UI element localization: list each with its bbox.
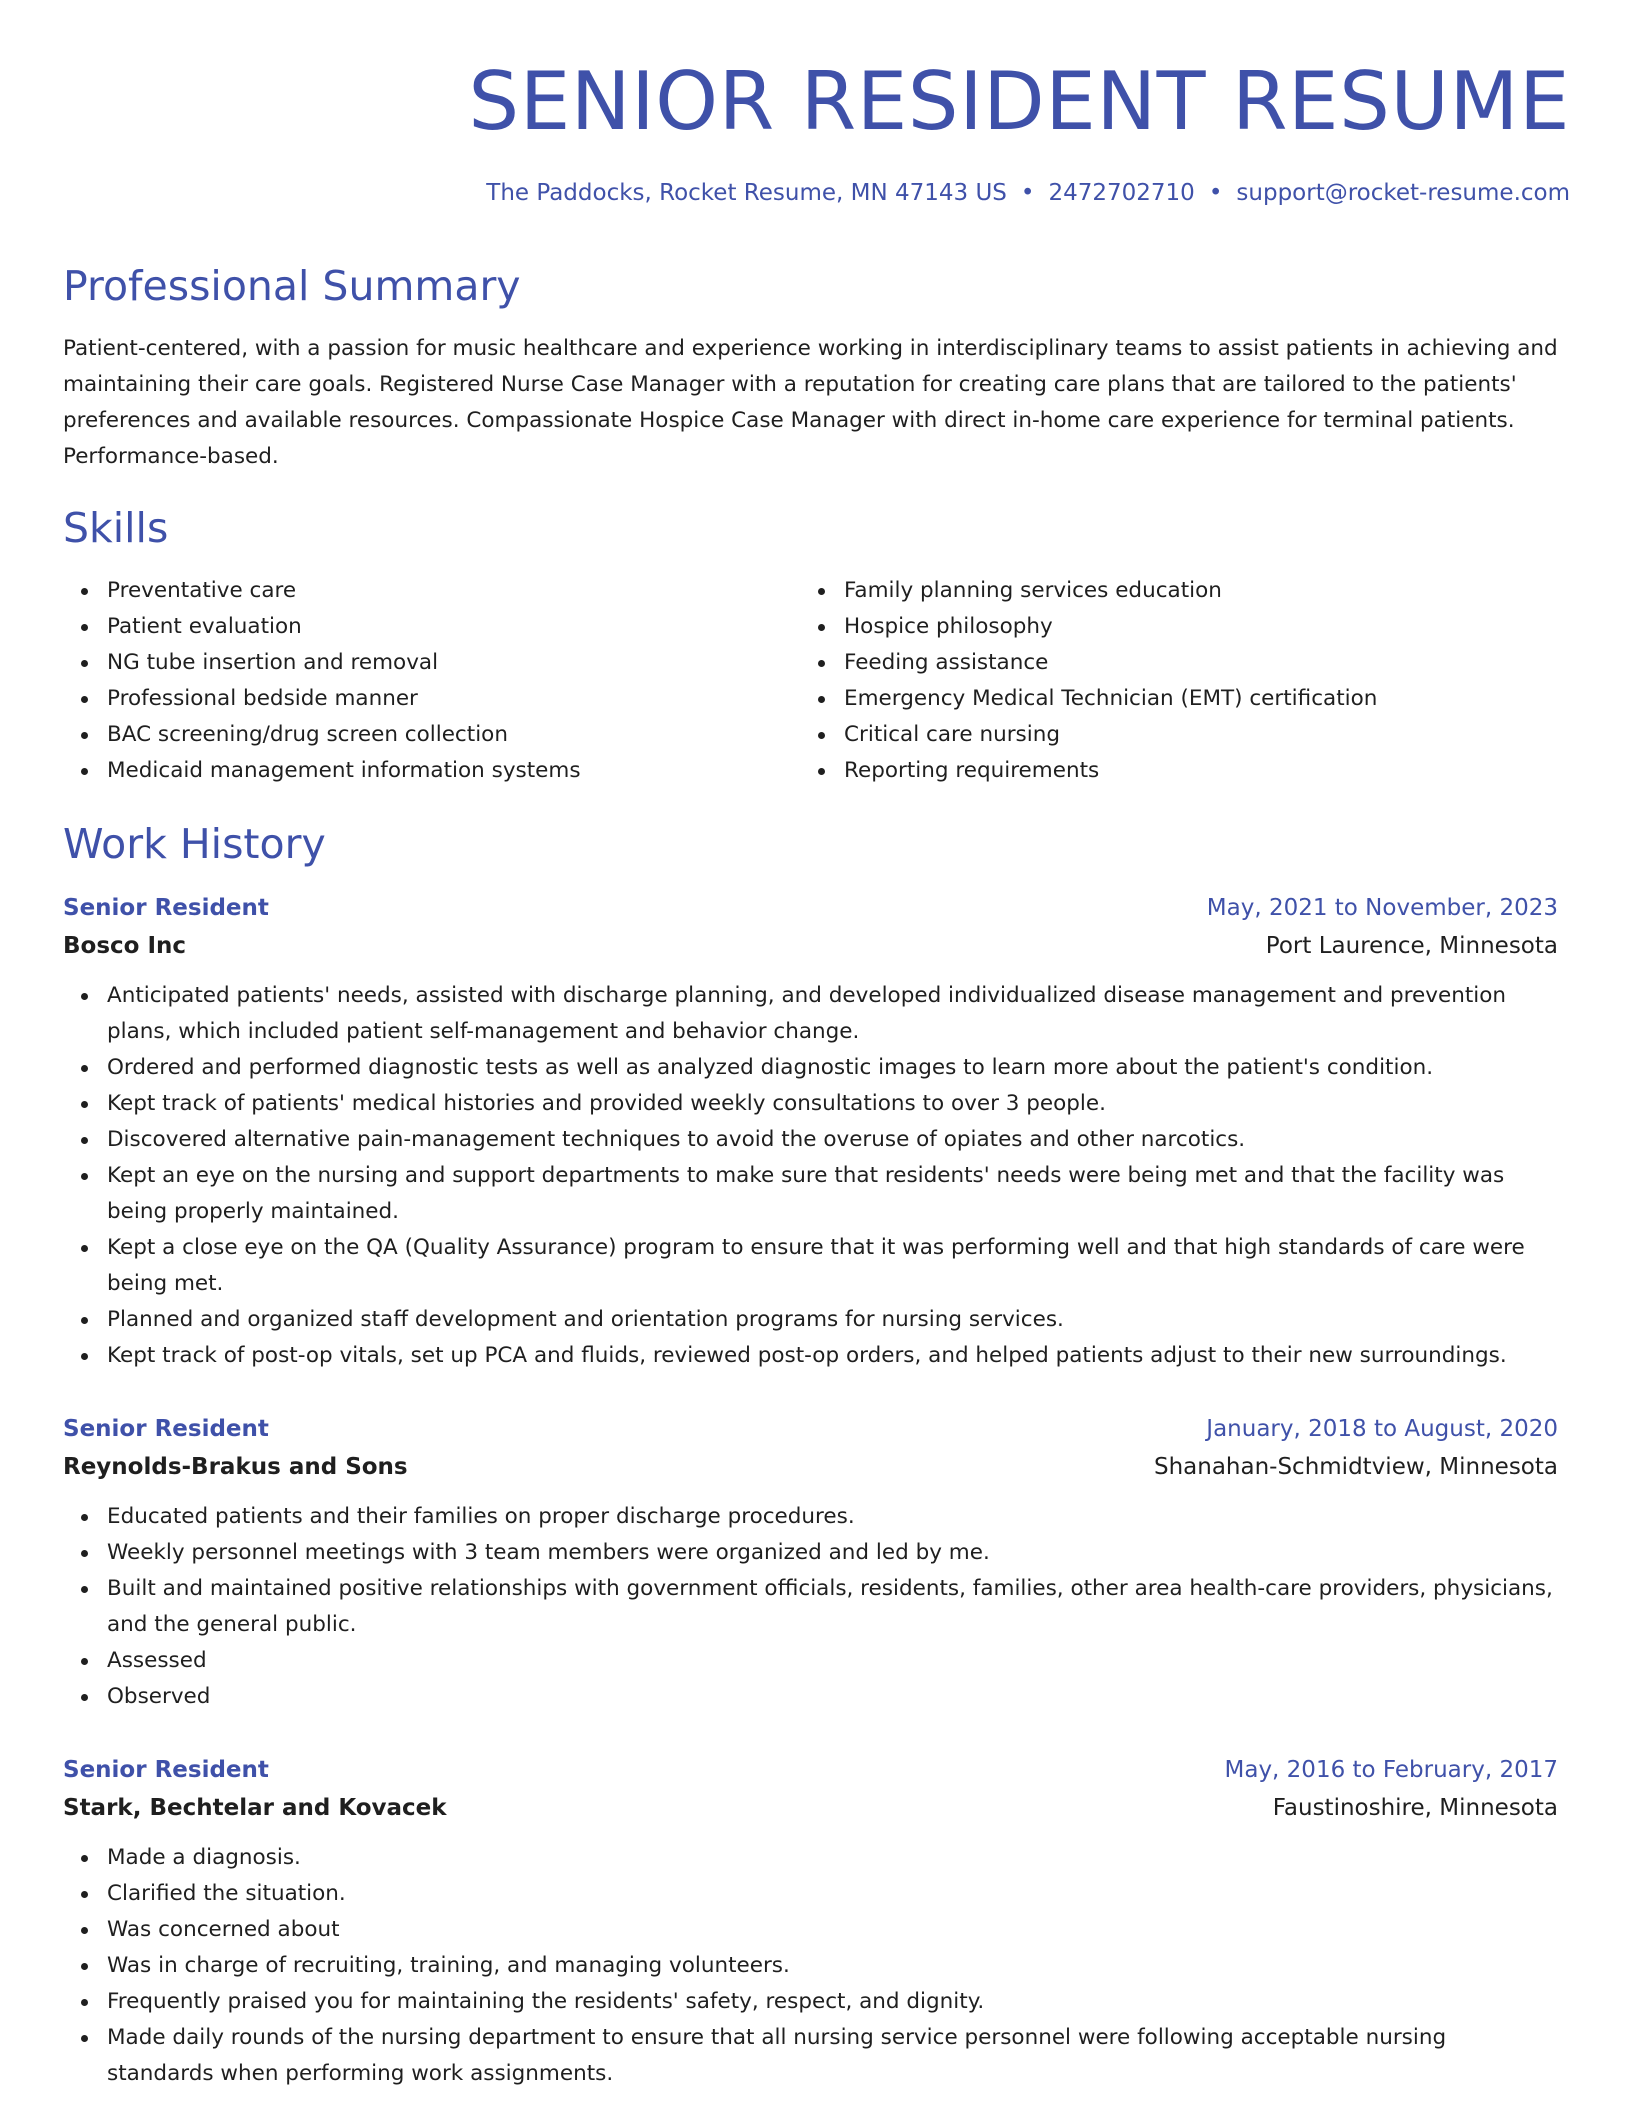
- skill-item: BAC screening/drug screen collection: [63, 717, 763, 753]
- job-company: Stark, Bechtelar and Kovacek: [63, 1795, 447, 1821]
- job-bullet-item: Made daily rounds of the nursing department to ensure that all nursing service personnel were following acceptable nursing standards when performing work assignments.: [63, 2020, 1558, 2092]
- skill-item: Medicaid management information systems: [63, 753, 763, 789]
- job-location: Faustinoshire, Minnesota: [1272, 1795, 1558, 1821]
- job-bullet-item: Kept track of patients' medical histories and provided weekly consultations to over 3 people.: [63, 1086, 1558, 1122]
- job-bullet-item: Built and maintained positive relationships with government officials, residents, families, other area health-care providers, physicians, and the general public.: [63, 1571, 1558, 1643]
- job-title: Senior Resident: [63, 1757, 269, 1783]
- job-bullet-item: Kept an eye on the nursing and support departments to make sure that residents' needs were being met and that the facility was being properly maintained.: [63, 1158, 1558, 1230]
- skills-list-right: [800, 573, 1500, 789]
- skill-item: Emergency Medical Technician (EMT) certification: [800, 681, 1500, 717]
- skill-item: Feeding assistance: [800, 645, 1500, 681]
- job-entry: [63, 1752, 1558, 2092]
- job-dates: January, 2018 to August, 2020: [1206, 1416, 1558, 1442]
- job-title: Senior Resident: [63, 895, 269, 921]
- skill-item: NG tube insertion and removal: [63, 645, 763, 681]
- job-bullet-item: Clarified the situation.: [63, 1876, 1558, 1912]
- job-bullet-item: Observed: [63, 1679, 1558, 1715]
- job-dates: May, 2016 to February, 2017: [1224, 1757, 1558, 1783]
- skill-item: Patient evaluation: [63, 609, 763, 645]
- job-bullet-item: Anticipated patients' needs, assisted with discharge planning, and developed individualized disease management and prevention plans, which included patient self-management and behavior change.: [63, 978, 1558, 1050]
- skills-left-column: [63, 573, 763, 789]
- skill-item: Professional bedside manner: [63, 681, 763, 717]
- job-bullets: [63, 1840, 1558, 2092]
- job-entry: [63, 1411, 1558, 1715]
- skill-item: Family planning services education: [800, 573, 1500, 609]
- resume-title: SENIOR RESIDENT RESUME: [468, 55, 1570, 148]
- job-bullet-item: Made a diagnosis.: [63, 1840, 1558, 1876]
- job-bullet-item: Was concerned about: [63, 1912, 1558, 1948]
- skill-item: Reporting requirements: [800, 753, 1500, 789]
- contact-phone: 2472702710: [1048, 180, 1195, 206]
- job-bullet-item: Was in charge of recruiting, training, and managing volunteers.: [63, 1948, 1558, 1984]
- skills-list-left: [63, 573, 763, 789]
- job-bullet-item: Kept track of post-op vitals, set up PCA and fluids, reviewed post-op orders, and helped patients adjust to their new surroundings.: [63, 1338, 1558, 1374]
- job-bullet-item: Assessed: [63, 1643, 1558, 1679]
- contact-email: support@rocket-resume.com: [1236, 180, 1570, 206]
- skill-item: Hospice philosophy: [800, 609, 1500, 645]
- skills-right-column: [800, 573, 1500, 789]
- job-bullet-item: Kept a close eye on the QA (Quality Assurance) program to ensure that it was performing well and that high standards of care were being met.: [63, 1230, 1558, 1302]
- job-bullet-item: Discovered alternative pain-management techniques to avoid the overuse of opiates and other narcotics.: [63, 1122, 1558, 1158]
- contact-address: The Paddocks, Rocket Resume, MN 47143 US: [486, 180, 1007, 206]
- work-heading: Work History: [63, 820, 326, 868]
- job-location: Port Laurence, Minnesota: [1265, 933, 1558, 959]
- summary-text: Patient-centered, with a passion for music healthcare and experience working in interdisciplinary teams to assist patients in achieving and maintaining their care goals. Registered Nurse Case Manager with a reputation for creating care plans that are tailored to the patients' preferences and available resources. Compassionate Hospice Case Manager with direct in-home care experience for terminal patients. Performance-based.: [63, 336, 1558, 469]
- job-bullets: [63, 1499, 1558, 1715]
- job-company: Bosco Inc: [63, 933, 187, 959]
- summary-heading: Professional Summary: [63, 262, 521, 310]
- job-bullet-item: Weekly personnel meetings with 3 team members were organized and led by me.: [63, 1535, 1558, 1571]
- contact-separator: •: [1020, 180, 1035, 206]
- job-company: Reynolds-Brakus and Sons: [63, 1454, 408, 1480]
- skills-heading: Skills: [63, 504, 169, 552]
- job-bullet-item: Educated patients and their families on proper discharge procedures.: [63, 1499, 1558, 1535]
- job-bullet-item: Frequently praised you for maintaining the residents' safety, respect, and dignity.: [63, 1984, 1558, 2020]
- job-title: Senior Resident: [63, 1416, 269, 1442]
- job-bullets: [63, 978, 1558, 1374]
- skill-item: Preventative care: [63, 573, 763, 609]
- job-bullet-item: Ordered and performed diagnostic tests as well as analyzed diagnostic images to learn more about the patient's condition.: [63, 1050, 1558, 1086]
- job-location: Shanahan-Schmidtview, Minnesota: [1153, 1454, 1558, 1480]
- skill-item: Critical care nursing: [800, 717, 1500, 753]
- job-dates: May, 2021 to November, 2023: [1206, 895, 1558, 921]
- contact-separator: •: [1208, 180, 1223, 206]
- job-entry: [63, 890, 1558, 1374]
- contact-line: [486, 177, 1570, 209]
- job-bullet-item: Planned and organized staff development and orientation programs for nursing services.: [63, 1302, 1558, 1338]
